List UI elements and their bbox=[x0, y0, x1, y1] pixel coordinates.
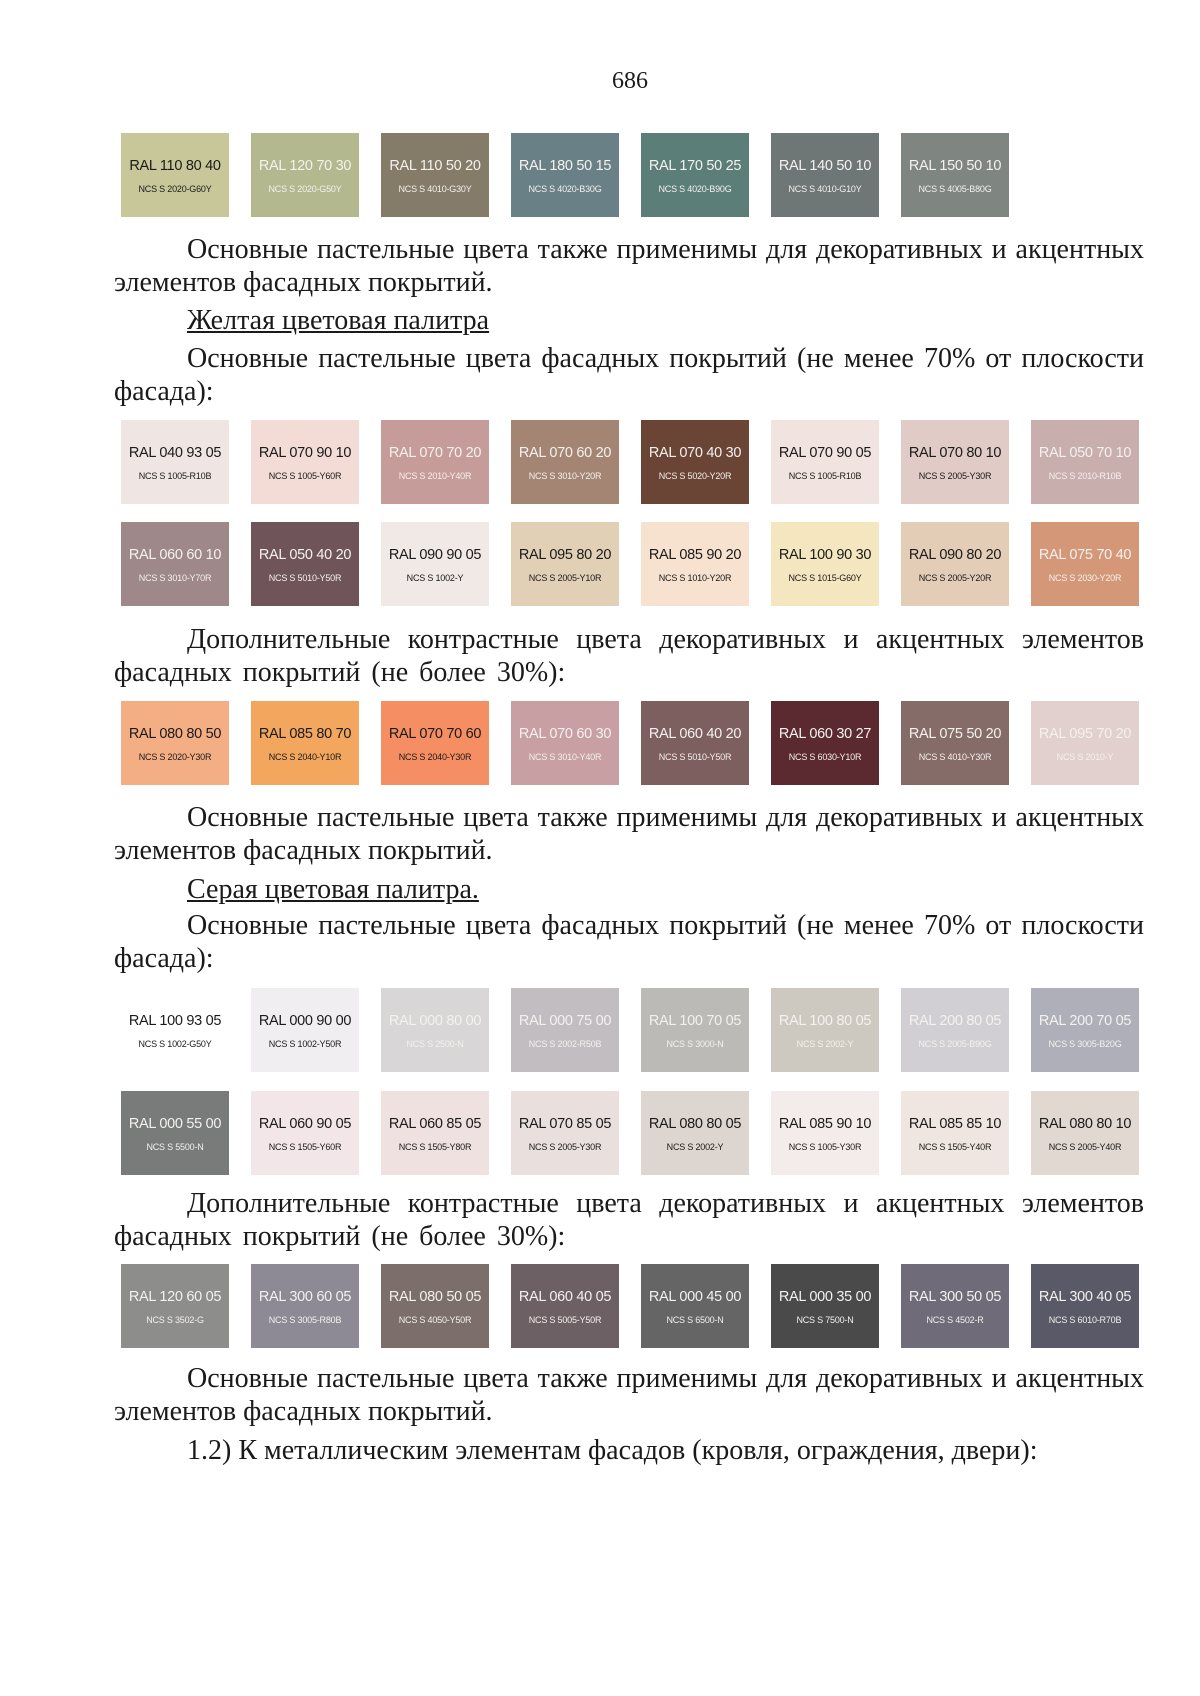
ral-code: RAL 060 60 10 bbox=[128, 547, 222, 563]
ncs-code: NCS S 2500-N bbox=[406, 1039, 464, 1049]
body-paragraph: Дополнительные контрастные цвета декоративных и акцентных элементов фасадных покрытий (не более 30%): bbox=[114, 624, 1144, 688]
ral-code: RAL 060 40 20 bbox=[648, 726, 742, 742]
ral-code: RAL 050 40 20 bbox=[258, 547, 352, 563]
ral-code: RAL 070 90 05 bbox=[778, 445, 872, 461]
color-swatch bbox=[641, 701, 749, 785]
ncs-code: NCS S 2005-Y30R bbox=[528, 1142, 602, 1152]
body-paragraph: Основные пастельные цвета также применимы для декоративных и акцентных элементов фасадных покрытий. bbox=[114, 802, 1144, 866]
color-swatch bbox=[771, 701, 879, 785]
color-swatch bbox=[901, 522, 1009, 606]
color-swatch bbox=[511, 1264, 619, 1348]
color-swatch bbox=[381, 1264, 489, 1348]
color-swatch bbox=[641, 133, 749, 217]
color-swatch bbox=[251, 420, 359, 504]
color-swatch bbox=[251, 133, 359, 217]
ncs-code: NCS S 2020-G50Y bbox=[268, 184, 342, 194]
color-swatch bbox=[641, 420, 749, 504]
color-swatch bbox=[121, 522, 229, 606]
ncs-code: NCS S 3005-B20G bbox=[1048, 1039, 1122, 1049]
ral-code: RAL 090 80 20 bbox=[908, 547, 1002, 563]
color-swatch bbox=[511, 522, 619, 606]
body-paragraph: Основные пастельные цвета фасадных покрытий (не менее 70% от плоскости фасада): bbox=[114, 343, 1144, 407]
ncs-code: NCS S 2010-R10B bbox=[1048, 471, 1122, 481]
ncs-code: NCS S 5010-Y50R bbox=[658, 752, 732, 762]
ral-code: RAL 070 85 05 bbox=[518, 1116, 612, 1132]
ncs-code: NCS S 2010-Y bbox=[1056, 752, 1114, 762]
ral-code: RAL 200 70 05 bbox=[1038, 1013, 1132, 1029]
color-swatch bbox=[771, 133, 879, 217]
ral-code: RAL 070 60 30 bbox=[518, 726, 612, 742]
ncs-code: NCS S 1005-R10B bbox=[788, 471, 862, 481]
color-swatch-row bbox=[121, 988, 1139, 1072]
ral-code: RAL 075 70 40 bbox=[1038, 547, 1132, 563]
ral-code: RAL 120 60 05 bbox=[128, 1289, 222, 1305]
color-swatch bbox=[251, 1091, 359, 1175]
color-swatch bbox=[901, 133, 1009, 217]
ncs-code: NCS S 4010-Y30R bbox=[918, 752, 992, 762]
ral-code: RAL 200 80 05 bbox=[908, 1013, 1002, 1029]
ral-code: RAL 000 35 00 bbox=[778, 1289, 872, 1305]
ncs-code: NCS S 1002-Y50R bbox=[268, 1039, 342, 1049]
color-swatch bbox=[121, 133, 229, 217]
ral-code: RAL 060 85 05 bbox=[388, 1116, 482, 1132]
ncs-code: NCS S 2040-Y10R bbox=[268, 752, 342, 762]
ncs-code: NCS S 3005-R80B bbox=[268, 1315, 342, 1325]
color-swatch bbox=[641, 988, 749, 1072]
ncs-code: NCS S 5005-Y50R bbox=[528, 1315, 602, 1325]
color-swatch bbox=[901, 1264, 1009, 1348]
color-swatch-row bbox=[121, 420, 1139, 504]
ral-code: RAL 085 80 70 bbox=[258, 726, 352, 742]
ncs-code: NCS S 2005-Y30R bbox=[918, 471, 992, 481]
ncs-code: NCS S 5010-Y50R bbox=[268, 573, 342, 583]
color-swatch bbox=[511, 988, 619, 1072]
color-swatch bbox=[121, 701, 229, 785]
body-paragraph: 1.2) К металлическим элементам фасадов (кровля, ограждения, двери): bbox=[187, 1435, 1038, 1466]
ral-code: RAL 040 93 05 bbox=[128, 445, 222, 461]
ncs-code: NCS S 1505-Y40R bbox=[918, 1142, 992, 1152]
body-paragraph: Основные пастельные цвета также применимы для декоративных и акцентных элементов фасадных покрытий. bbox=[114, 1363, 1144, 1427]
ncs-code: NCS S 2005-Y20R bbox=[918, 573, 992, 583]
palette-heading: Желтая цветовая палитра bbox=[187, 305, 490, 336]
color-swatch-row bbox=[121, 1264, 1139, 1348]
ncs-code: NCS S 2002-Y bbox=[796, 1039, 854, 1049]
body-paragraph: Основные пастельные цвета также применимы для декоративных и акцентных элементов фасадных покрытий. bbox=[114, 234, 1144, 298]
ncs-code: NCS S 4502-R bbox=[926, 1315, 984, 1325]
ral-code: RAL 110 80 40 bbox=[129, 158, 221, 174]
ncs-code: NCS S 4010-G10Y bbox=[788, 184, 862, 194]
ral-code: RAL 000 90 00 bbox=[258, 1013, 352, 1029]
ncs-code: NCS S 2002-Y bbox=[666, 1142, 724, 1152]
color-swatch bbox=[901, 420, 1009, 504]
ncs-code: NCS S 1505-Y60R bbox=[268, 1142, 342, 1152]
color-swatch bbox=[121, 420, 229, 504]
ncs-code: NCS S 1005-Y30R bbox=[788, 1142, 862, 1152]
ral-code: RAL 000 80 00 bbox=[388, 1013, 482, 1029]
ncs-code: NCS S 5020-Y20R bbox=[658, 471, 732, 481]
ral-code: RAL 075 50 20 bbox=[908, 726, 1002, 742]
ncs-code: NCS S 1005-Y60R bbox=[268, 471, 342, 481]
color-swatch bbox=[511, 1091, 619, 1175]
ncs-code: NCS S 2020-Y30R bbox=[138, 752, 212, 762]
ncs-code: NCS S 3010-Y20R bbox=[528, 471, 602, 481]
ral-code: RAL 060 90 05 bbox=[258, 1116, 352, 1132]
ncs-code: NCS S 2020-G60Y bbox=[138, 184, 212, 194]
ncs-code: NCS S 4020-B90G bbox=[658, 184, 732, 194]
ral-code: RAL 080 80 10 bbox=[1038, 1116, 1132, 1132]
color-swatch bbox=[901, 988, 1009, 1072]
color-swatch bbox=[771, 1091, 879, 1175]
color-swatch bbox=[771, 988, 879, 1072]
ncs-code: NCS S 2005-Y40R bbox=[1048, 1142, 1122, 1152]
ncs-code: NCS S 3502-G bbox=[146, 1315, 204, 1325]
ral-code: RAL 300 40 05 bbox=[1038, 1289, 1132, 1305]
color-swatch bbox=[511, 133, 619, 217]
ral-code: RAL 150 50 10 bbox=[908, 158, 1002, 174]
color-swatch bbox=[641, 1091, 749, 1175]
color-swatch bbox=[771, 420, 879, 504]
color-swatch bbox=[251, 701, 359, 785]
color-swatch bbox=[1031, 522, 1139, 606]
color-swatch-row bbox=[121, 522, 1139, 606]
color-swatch bbox=[381, 133, 489, 217]
ral-code: RAL 100 90 30 bbox=[778, 547, 872, 563]
ral-code: RAL 050 70 10 bbox=[1038, 445, 1132, 461]
body-paragraph: Основные пастельные цвета фасадных покрытий (не менее 70% от плоскости фасада): bbox=[114, 910, 1144, 974]
palette-heading: Серая цветовая палитра. bbox=[187, 874, 479, 905]
body-paragraph: Дополнительные контрастные цвета декоративных и акцентных элементов фасадных покрытий (не более 30%): bbox=[114, 1188, 1144, 1252]
ncs-code: NCS S 3010-Y70R bbox=[138, 573, 212, 583]
ral-code: RAL 100 93 05 bbox=[128, 1013, 222, 1029]
color-swatch-row bbox=[121, 701, 1139, 785]
ncs-code: NCS S 5500-N bbox=[146, 1142, 204, 1152]
ncs-code: NCS S 2010-Y40R bbox=[398, 471, 472, 481]
ral-code: RAL 070 70 20 bbox=[388, 445, 482, 461]
ncs-code: NCS S 3010-Y40R bbox=[528, 752, 602, 762]
ral-code: RAL 070 90 10 bbox=[258, 445, 352, 461]
ncs-code: NCS S 4050-Y50R bbox=[398, 1315, 472, 1325]
color-swatch bbox=[1031, 420, 1139, 504]
color-swatch-row bbox=[121, 1091, 1139, 1175]
ral-code: RAL 090 90 05 bbox=[388, 547, 482, 563]
ncs-code: NCS S 1010-Y20R bbox=[658, 573, 732, 583]
color-swatch bbox=[381, 988, 489, 1072]
ncs-code: NCS S 6010-R70B bbox=[1048, 1315, 1122, 1325]
ncs-code: NCS S 6030-Y10R bbox=[788, 752, 862, 762]
color-swatch bbox=[771, 522, 879, 606]
ncs-code: NCS S 6500-N bbox=[666, 1315, 724, 1325]
ncs-code: NCS S 1505-Y80R bbox=[398, 1142, 472, 1152]
ral-code: RAL 070 60 20 bbox=[518, 445, 612, 461]
color-swatch bbox=[641, 1264, 749, 1348]
ral-code: RAL 300 50 05 bbox=[908, 1289, 1002, 1305]
color-swatch bbox=[121, 1091, 229, 1175]
ncs-code: NCS S 2005-B90G bbox=[918, 1039, 992, 1049]
ral-code: RAL 110 50 20 bbox=[389, 158, 481, 174]
ral-code: RAL 085 85 10 bbox=[908, 1116, 1002, 1132]
ncs-code: NCS S 1015-G60Y bbox=[788, 573, 862, 583]
color-swatch bbox=[1031, 1264, 1139, 1348]
color-swatch bbox=[121, 988, 229, 1072]
color-swatch bbox=[901, 701, 1009, 785]
ral-code: RAL 080 50 05 bbox=[388, 1289, 482, 1305]
ral-code: RAL 070 40 30 bbox=[648, 445, 742, 461]
ral-code: RAL 100 80 05 bbox=[778, 1013, 872, 1029]
color-swatch bbox=[251, 522, 359, 606]
color-swatch-row bbox=[121, 133, 1009, 217]
ral-code: RAL 085 90 10 bbox=[778, 1116, 872, 1132]
ncs-code: NCS S 1002-Y bbox=[406, 573, 464, 583]
ral-code: RAL 000 55 00 bbox=[128, 1116, 222, 1132]
ral-code: RAL 095 80 20 bbox=[518, 547, 612, 563]
ral-code: RAL 300 60 05 bbox=[258, 1289, 352, 1305]
ncs-code: NCS S 4020-B30G bbox=[528, 184, 602, 194]
color-swatch bbox=[1031, 1091, 1139, 1175]
page-number: 686 bbox=[612, 68, 648, 94]
ral-code: RAL 000 75 00 bbox=[518, 1013, 612, 1029]
ral-code: RAL 180 50 15 bbox=[518, 158, 612, 174]
ncs-code: NCS S 3000-N bbox=[666, 1039, 724, 1049]
ral-code: RAL 000 45 00 bbox=[648, 1289, 742, 1305]
color-swatch bbox=[381, 420, 489, 504]
ncs-code: NCS S 2002-R50B bbox=[528, 1039, 602, 1049]
ral-code: RAL 170 50 25 bbox=[648, 158, 742, 174]
ral-code: RAL 060 40 05 bbox=[518, 1289, 612, 1305]
ral-code: RAL 070 80 10 bbox=[908, 445, 1002, 461]
ral-code: RAL 095 70 20 bbox=[1038, 726, 1132, 742]
color-swatch bbox=[251, 1264, 359, 1348]
ncs-code: NCS S 1002-G50Y bbox=[138, 1039, 212, 1049]
ral-code: RAL 140 50 10 bbox=[778, 158, 872, 174]
ral-code: RAL 085 90 20 bbox=[648, 547, 742, 563]
ncs-code: NCS S 4005-B80G bbox=[918, 184, 992, 194]
ral-code: RAL 080 80 50 bbox=[128, 726, 222, 742]
ncs-code: NCS S 7500-N bbox=[796, 1315, 854, 1325]
color-swatch bbox=[901, 1091, 1009, 1175]
ncs-code: NCS S 2005-Y10R bbox=[528, 573, 602, 583]
color-swatch bbox=[1031, 988, 1139, 1072]
color-swatch bbox=[121, 1264, 229, 1348]
ral-code: RAL 080 80 05 bbox=[648, 1116, 742, 1132]
ral-code: RAL 100 70 05 bbox=[648, 1013, 742, 1029]
ncs-code: NCS S 2040-Y30R bbox=[398, 752, 472, 762]
color-swatch bbox=[1031, 701, 1139, 785]
color-swatch bbox=[511, 420, 619, 504]
color-swatch bbox=[641, 522, 749, 606]
color-swatch bbox=[251, 988, 359, 1072]
ncs-code: NCS S 1005-R10B bbox=[138, 471, 212, 481]
color-swatch bbox=[381, 1091, 489, 1175]
color-swatch bbox=[511, 701, 619, 785]
ral-code: RAL 120 70 30 bbox=[258, 158, 352, 174]
ncs-code: NCS S 4010-G30Y bbox=[398, 184, 472, 194]
ral-code: RAL 070 70 60 bbox=[388, 726, 482, 742]
color-swatch bbox=[771, 1264, 879, 1348]
ncs-code: NCS S 2030-Y20R bbox=[1048, 573, 1122, 583]
ral-code: RAL 060 30 27 bbox=[778, 726, 872, 742]
color-swatch bbox=[381, 701, 489, 785]
color-swatch bbox=[381, 522, 489, 606]
